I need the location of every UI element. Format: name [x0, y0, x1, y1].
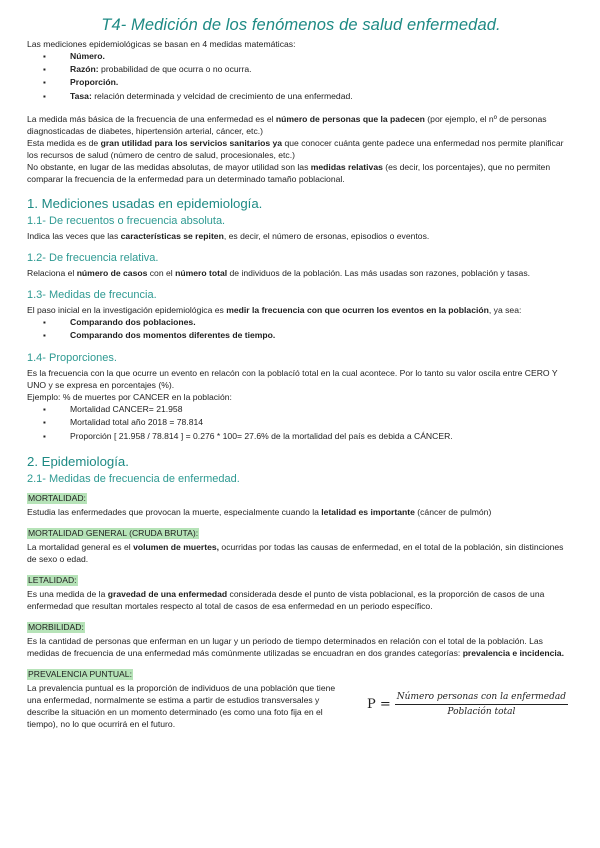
- section-1-2-text: Relaciona el número de casos con el número total de individuos de la población. Las más usadas son razones, población y tasas.: [27, 267, 531, 278]
- section-2-heading: 2. Epidemiología.: [27, 453, 129, 469]
- list-item: ▪ Mortalidad total año 2018 = 78.814: [43, 416, 575, 429]
- formula-numerator: Número personas con la enfermedad: [395, 692, 568, 705]
- list-item: ▪ Comparando dos momentos diferentes de tiempo.: [43, 329, 575, 342]
- mortalidad-text: Estudia las enfermedades que provocan la muerte, especialmente cuando la letalidad es importante (cáncer de pulmón): [27, 506, 492, 517]
- formula-fraction: [395, 692, 568, 717]
- intro-lead: Las mediciones epidemiológicas se basan en 4 medidas matemáticas:: [27, 39, 296, 49]
- prevalencia-block: [27, 682, 575, 730]
- prevalencia-text: La prevalencia puntual es la proporción de individuos de una población que tiene una enfermedad, normalmente se estima a partir de estudios transversales y describe la situación en un momento determinado (es como una foto fija en el tiempo), no lo que ocurrirá en el futuro.: [27, 682, 336, 729]
- section-1-1-heading: 1.1- De recuentos o frecuencia absoluta.: [27, 214, 226, 227]
- mortalidad-label: MORTALIDAD:: [28, 492, 86, 503]
- morbilidad-text: Es la cantidad de personas que enferman en un lugar y un periodo de tiempo determinados en relación con el total de la población. Las medidas de frecuencia de una enfermedad más comúnmente utilizadas se encuadran en dos grandes categorías: prevalencia e incidencia.: [27, 635, 564, 658]
- document-page: [27, 0, 575, 730]
- section-1-4-example: Ejemplo: % de muertes por CANCER en la población:: [27, 392, 232, 403]
- mortalidad-general-label: MORTALIDAD GENERAL (CRUDA BRUTA):: [28, 527, 199, 538]
- prevalence-formula: [367, 692, 568, 717]
- formula-lhs: P =: [367, 696, 391, 712]
- formula-denominator: Población total: [447, 706, 516, 717]
- list-item: ▪ Comparando dos poblaciones.: [43, 316, 575, 329]
- section-1-heading: 1. Mediciones usadas en epidemiología.: [27, 195, 263, 211]
- list-item: ▪ Proporción.: [43, 76, 575, 89]
- section-1-3-heading: 1.3- Medidas de frecuncia.: [27, 288, 157, 301]
- section-1-2-heading: 1.2- De frecuencia relativa.: [27, 251, 159, 264]
- list-item: ▪ Mortalidad CANCER= 21.958: [43, 403, 575, 416]
- section-1-4-heading: 1.4- Proporciones.: [27, 352, 117, 365]
- list-item: ▪ Proporción [ 21.958 / 78.814 ] = 0.276 * 100= 27.6% de la mortalidad del país es debida a CÁNCER.: [43, 430, 575, 443]
- intro-paragraph-1: La medida más básica de la frecuencia de una enfermedad es el número de personas que la padecen (por ejemplo, el nº de personas diagnosticadas de diabetes, hipertensión arterial, cáncer, etc.): [27, 113, 547, 136]
- intro-paragraph-3: No obstante, en lugar de las medidas absolutas, de mayor utilidad son las medidas relativas (es decir, los porcentajes), que no permiten comparar la frecuencia de la enfermedad para un determinado tamaño poblacional.: [27, 161, 551, 184]
- list-item: ▪ Razón: probabilidad de que ocurra o no ocurra.: [43, 63, 575, 76]
- intro-paragraph-2: Esta medida es de gran utilidad para los servicios sanitarios ya que conocer cuánta gente padece una enfermedad nos permite planificar los recursos de salud (número de centro de salud, procesionales, etc.): [27, 137, 564, 160]
- comparison-list: [27, 316, 575, 342]
- letalidad-text: Es una medida de la gravedad de una enfermedad considerada desde el punto de vista poblacional, es la proporción de casos de una enfermedad que resultan mortales respecto al total de casos de esa enfermedad en un periodo específico.: [27, 588, 545, 611]
- prevalencia-puntual-label: PREVALENCIA PUNTUAL:: [28, 668, 132, 679]
- morbilidad-label: MORBILIDAD:: [28, 621, 84, 632]
- section-1-1-text: Indica las veces que las características se repiten, es decir, el número de ersonas, episodios o eventos.: [27, 230, 430, 241]
- mortalidad-general-text: La mortalidad general es el volumen de muertes, ocurridas por todas las causas de enfermedad, en el total de la población, sin distinciones de sexo o edad.: [27, 541, 564, 564]
- example-list: [27, 403, 575, 443]
- section-2-1-heading: 2.1- Medidas de frecuencia de enfermedad.: [27, 472, 240, 485]
- list-item: ▪ Tasa: relación determinada y velcidad de crecimiento de una enfermedad.: [43, 90, 575, 103]
- section-1-4-text: Es la frecuencia con la que ocurre un evento en relacón con la poblacíó total en la cual acontece. Por lo tanto su valor oscila entre CERO Y UNO y se expresa en porcentajes (%).: [27, 368, 558, 391]
- page-title: T4- Medición de los fenómenos de salud enfermedad.: [101, 16, 501, 34]
- section-1-3-text: El paso inicial en la investigación epidemiológica es medir la frecuencia con que ocurren los eventos en la población, ya sea:: [27, 304, 522, 315]
- measures-list: [27, 50, 575, 103]
- letalidad-label: LETALIDAD:: [28, 574, 77, 585]
- list-item: ▪ Número.: [43, 50, 575, 63]
